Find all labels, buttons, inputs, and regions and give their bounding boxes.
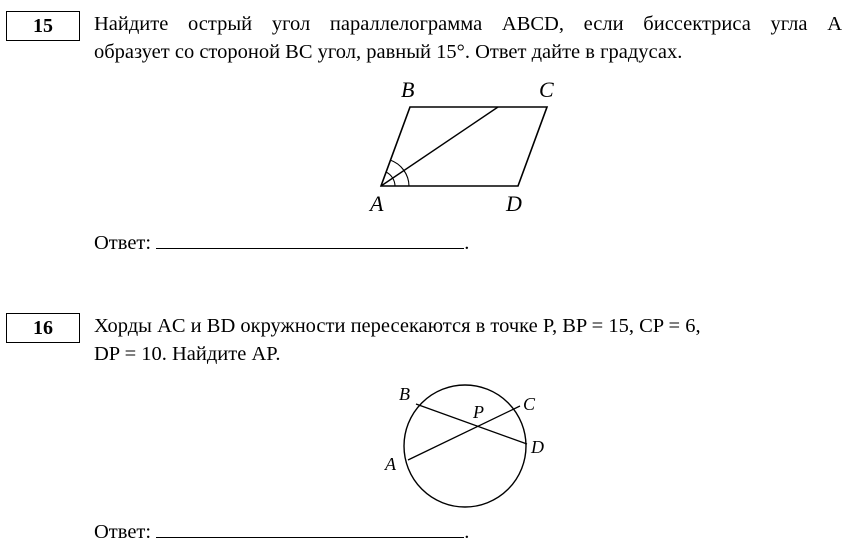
answer-blank[interactable] [156, 230, 464, 249]
task-number: 15 [33, 14, 53, 37]
answer-label: Ответ: [94, 232, 152, 254]
answer-line [94, 519, 469, 544]
circle-chords-figure [380, 374, 550, 514]
label-c: C [523, 394, 536, 414]
label-a: A [385, 454, 396, 474]
task-number: 16 [33, 316, 53, 339]
answer-blank[interactable] [156, 519, 464, 538]
label-c: C [539, 77, 554, 102]
task-statement [94, 312, 842, 368]
label-b: B [399, 384, 410, 404]
task-number-box [6, 11, 80, 41]
circle [404, 385, 526, 507]
task-statement [94, 10, 842, 66]
statement-line-1: Хорды AC и BD окружности пересекаются в точке P, BP = 15, CP = 6, [94, 315, 701, 337]
parallelogram-figure [360, 72, 570, 222]
answer-label: Ответ: [94, 521, 152, 543]
statement-line-1: Найдите острый угол параллелограмма ABCD, если биссектриса угла A [94, 13, 842, 35]
label-d: D [506, 191, 522, 216]
label-a: A [370, 191, 384, 216]
task-number-box [6, 313, 80, 343]
label-b: B [401, 77, 415, 102]
answer-period: . [464, 232, 470, 254]
label-p: P [473, 402, 484, 422]
statement-line-2: DP = 10. Найдите AP. [94, 343, 281, 365]
angle-bisector [381, 107, 498, 186]
answer-line [94, 230, 469, 255]
label-d: D [531, 437, 544, 457]
chord-ac [408, 406, 520, 460]
answer-period: . [464, 521, 470, 543]
statement-line-2: образует со стороной BC угол, равный 15°. Ответ дайте в градусах. [94, 41, 683, 63]
